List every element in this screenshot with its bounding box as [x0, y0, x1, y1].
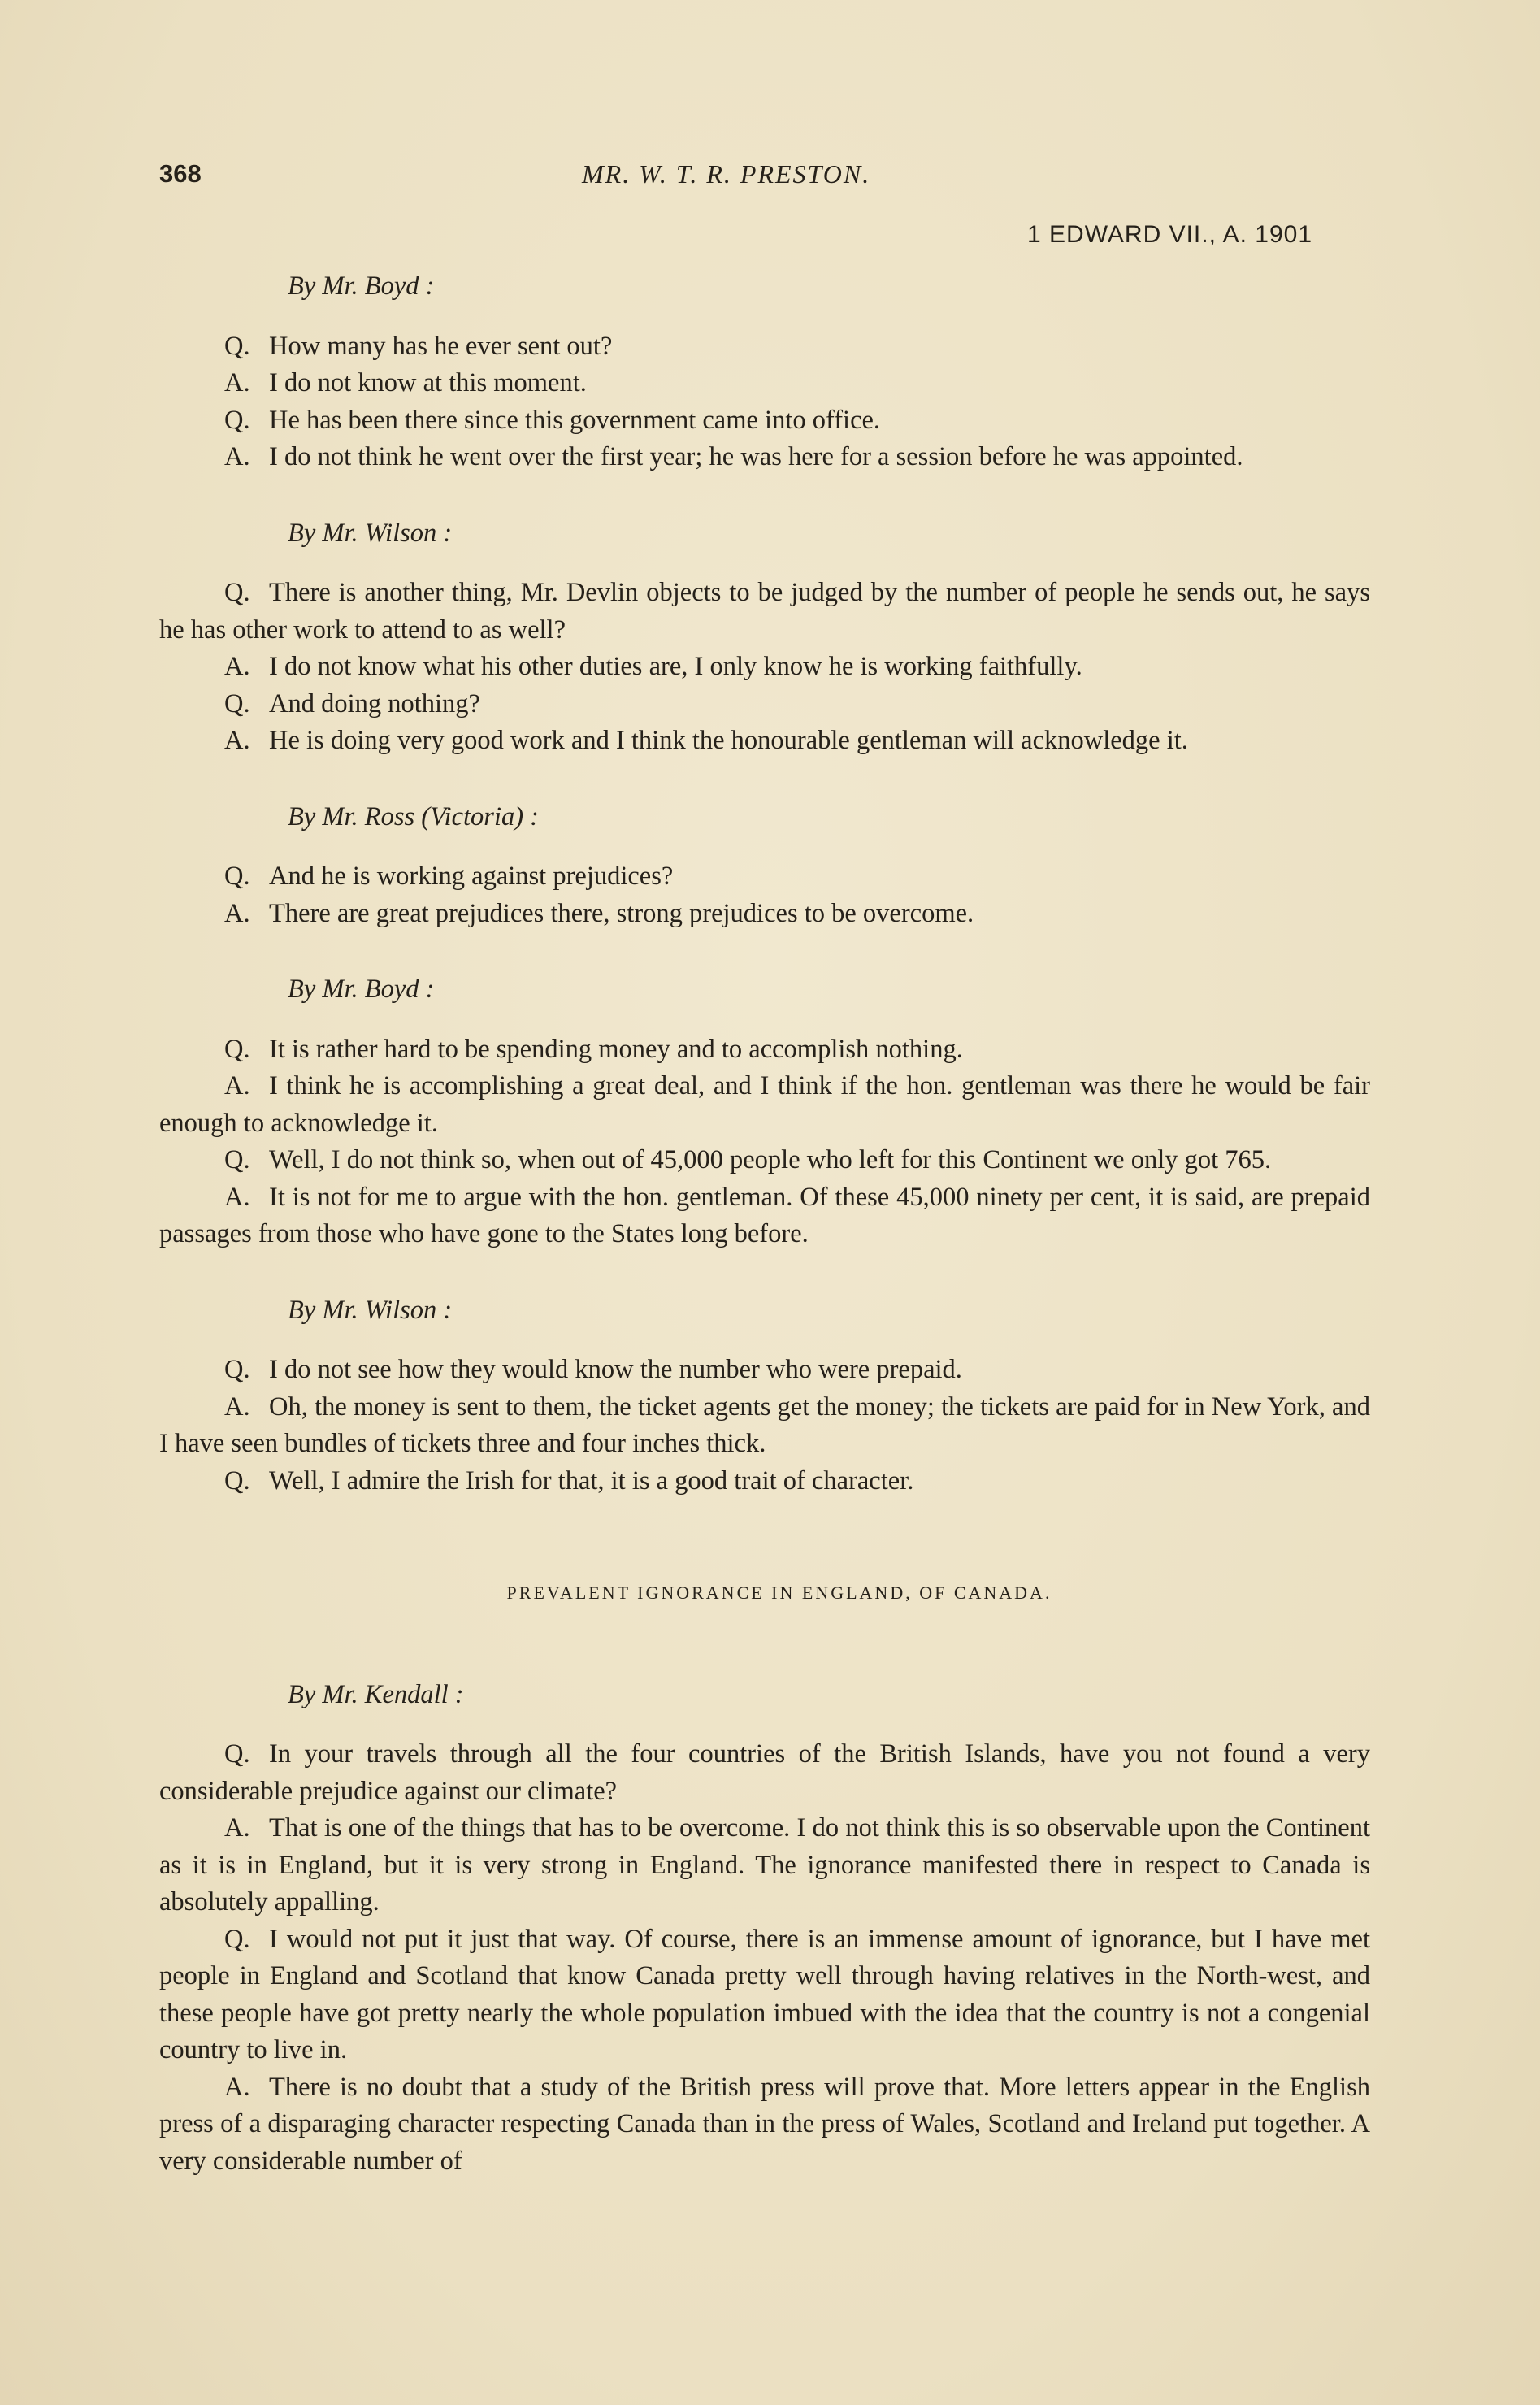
exchange-text: There is another thing, Mr. Devlin objects to be judged by the number of people he sends out, he says he has other work to attend to as well?: [159, 578, 1370, 645]
exchange-label: A.: [224, 726, 250, 755]
exchange-line: [159, 1142, 1370, 1179]
speaker-heading: By Mr. Boyd :: [288, 271, 435, 301]
exchange-label: A.: [224, 898, 250, 928]
exchange-text: I do not know what his other duties are, I only know he is working faithfully.: [269, 652, 1082, 681]
exchange-label: A.: [224, 1182, 250, 1212]
exchange-text: It is rather hard to be spending money and to accomplish nothing.: [269, 1034, 963, 1064]
speaker-heading: By Mr. Boyd :: [288, 975, 435, 1004]
exchange-text: And doing nothing?: [269, 688, 480, 718]
exchange-text: And he is working against prejudices?: [269, 862, 674, 891]
exchange-text: He has been there since this government came into office.: [269, 405, 881, 435]
exchange-text: In your travels through all the four countries of the British Islands, have you not found a very considerable prejudice against our climate?: [159, 1739, 1370, 1806]
exchange-text: I do not think he went over the first year; he was here for a session before he was appointed.: [269, 442, 1243, 471]
exchange-line: [159, 896, 1370, 933]
exchange-line: [159, 1463, 1370, 1500]
exchange-label: A.: [224, 1071, 250, 1100]
testimony-block: [159, 792, 1370, 933]
speaker-heading: By Mr. Kendall :: [288, 1679, 464, 1709]
exchange-label: Q.: [224, 1739, 250, 1769]
testimony-block: [159, 1286, 1370, 1500]
exchange-text: I think he is accomplishing a great deal, and I think if the hon. gentleman was there he would be fair enough to acknowledge it.: [159, 1071, 1370, 1138]
exchange-line: [159, 575, 1370, 649]
testimony-block: [159, 965, 1370, 1253]
exchange-line: [159, 649, 1370, 686]
exchange-label: Q.: [224, 578, 250, 607]
exchange-line: [159, 1031, 1370, 1069]
exchange-label: Q.: [224, 1034, 250, 1064]
exchange-line: [159, 1389, 1370, 1463]
exchange-label: A.: [224, 1391, 250, 1422]
exchange-label: Q.: [224, 1145, 250, 1174]
page-header: [159, 159, 1378, 197]
exchange-line: [159, 365, 1370, 402]
exchange-line: [159, 1179, 1370, 1253]
exchange-line: [159, 686, 1370, 723]
exchange-label: Q.: [224, 688, 250, 718]
exchange-label: Q.: [224, 331, 250, 361]
exchange-line: [159, 439, 1370, 476]
exchange-line: [159, 1352, 1370, 1389]
exchange-text: There are great prejudices there, strong prejudices to be overcome.: [269, 898, 974, 928]
exchange-label: A.: [224, 1813, 250, 1843]
exchange-text: Well, I admire the Irish for that, it is a good trait of character.: [269, 1465, 914, 1496]
testimony-block: [159, 509, 1370, 760]
session-reference: 1 EDWARD VII., A. 1901: [1027, 221, 1313, 248]
exchange-text: Well, I do not think so, when out of 45,000 people who left for this Continent we only got 765.: [269, 1145, 1272, 1174]
exchange-text: I do not see how they would know the number who were prepaid.: [269, 1355, 962, 1384]
exchange-line: [159, 328, 1370, 366]
speaker-heading: By Mr. Ross (Victoria) :: [288, 801, 539, 831]
exchange-line: [159, 2069, 1370, 2181]
exchange-label: Q.: [224, 1465, 250, 1496]
exchange-label: A.: [224, 442, 250, 471]
exchange-label: Q.: [224, 862, 250, 891]
exchange-line: [159, 858, 1370, 896]
exchange-label: Q.: [224, 1355, 250, 1384]
speaker-heading: By Mr. Wilson :: [288, 1295, 453, 1325]
testimony-block: [159, 262, 1370, 476]
exchange-label: Q.: [224, 405, 250, 435]
exchange-text: I do not know at this moment.: [269, 368, 587, 397]
running-head: MR. W. T. R. PRESTON.: [582, 159, 871, 189]
section-heading: PREVALENT IGNORANCE IN ENGLAND, OF CANADA.: [506, 1582, 1052, 1603]
exchange-text: I would not put it just that way. Of course, there is an immense amount of ignorance, but I have met people in England and Scotland that know Canada pretty well through having relatives in the North-west, and these people have got pretty nearly the whole population imbued with the idea that the country is not a congenial country to live in.: [159, 1924, 1370, 2064]
exchange-text: He is doing very good work and I think the honourable gentleman will acknowledge it.: [269, 726, 1188, 755]
exchange-line: [159, 1921, 1370, 2069]
exchange-line: [159, 1736, 1370, 1810]
exchange-text: There is no doubt that a study of the British press will prove that. More letters appear in the English press of a disparaging character respecting Canada than in the press of Wales, Scotland and Ireland put together. A very considerable number of: [159, 2072, 1370, 2176]
page-number: 368: [159, 159, 202, 188]
exchange-line: [159, 1810, 1370, 1921]
exchange-line: [159, 1068, 1370, 1142]
exchange-text: How many has he ever sent out?: [269, 331, 613, 361]
exchange-text: It is not for me to argue with the hon. gentleman. Of these 45,000 ninety per cent, it is said, are prepaid passages from those who have gone to the States long before.: [159, 1182, 1370, 1248]
exchange-line: [159, 723, 1370, 760]
exchange-text: Oh, the money is sent to them, the ticket agents get the money; the tickets are paid for in New York, and I have seen bundles of tickets three and four inches thick.: [159, 1391, 1370, 1458]
testimony-body: [159, 262, 1370, 2180]
testimony-block: [159, 1670, 1370, 2181]
exchange-text: That is one of the things that has to be overcome. I do not think this is so observable upon the Continent as it is in England, but it is very strong in England. The ignorance manifested there in respect to Canada is absolutely appalling.: [159, 1813, 1370, 1917]
exchange-label: Q.: [224, 1924, 250, 1954]
exchange-label: A.: [224, 368, 250, 397]
exchange-line: [159, 402, 1370, 440]
exchange-label: A.: [224, 2072, 250, 2102]
speaker-heading: By Mr. Wilson :: [288, 518, 453, 548]
exchange-label: A.: [224, 652, 250, 681]
